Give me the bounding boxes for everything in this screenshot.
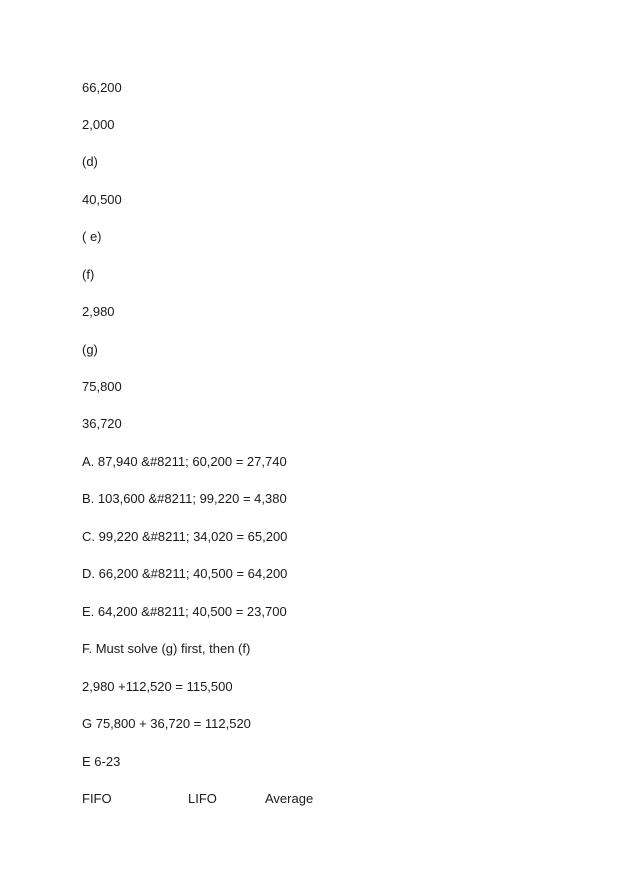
text-line: (d) [82,154,98,169]
calculation-line-f: F. Must solve (g) first, then (f) [82,641,251,656]
text-line: (g) [82,342,98,357]
calculation-line-d: D. 66,200 &#8211; 40,500 = 64,200 [82,566,288,581]
text-line: 2,000 [82,117,115,132]
column-header-fifo: FIFO [82,791,112,806]
calculation-line-g: G 75,800 + 36,720 = 112,520 [82,716,251,731]
text-line: ( e) [82,229,102,244]
calculation-line-b: B. 103,600 &#8211; 99,220 = 4,380 [82,491,287,506]
column-header-lifo: LIFO [188,791,217,806]
calculation-line-f-result: 2,980 +112,520 = 115,500 [82,679,233,694]
text-line: 2,980 [82,304,115,319]
text-line: (f) [82,267,95,282]
calculation-line-a: A. 87,940 &#8211; 60,200 = 27,740 [82,454,287,469]
exercise-heading: E 6-23 [82,754,121,769]
text-line: 75,800 [82,379,122,394]
text-line: 40,500 [82,192,122,207]
text-line: 66,200 [82,80,122,95]
text-line: 36,720 [82,416,122,431]
calculation-line-e: E. 64,200 &#8211; 40,500 = 23,700 [82,604,287,619]
column-header-average: Average [265,791,314,806]
calculation-line-c: C. 99,220 &#8211; 34,020 = 65,200 [82,529,288,544]
column-headers [82,791,382,807]
